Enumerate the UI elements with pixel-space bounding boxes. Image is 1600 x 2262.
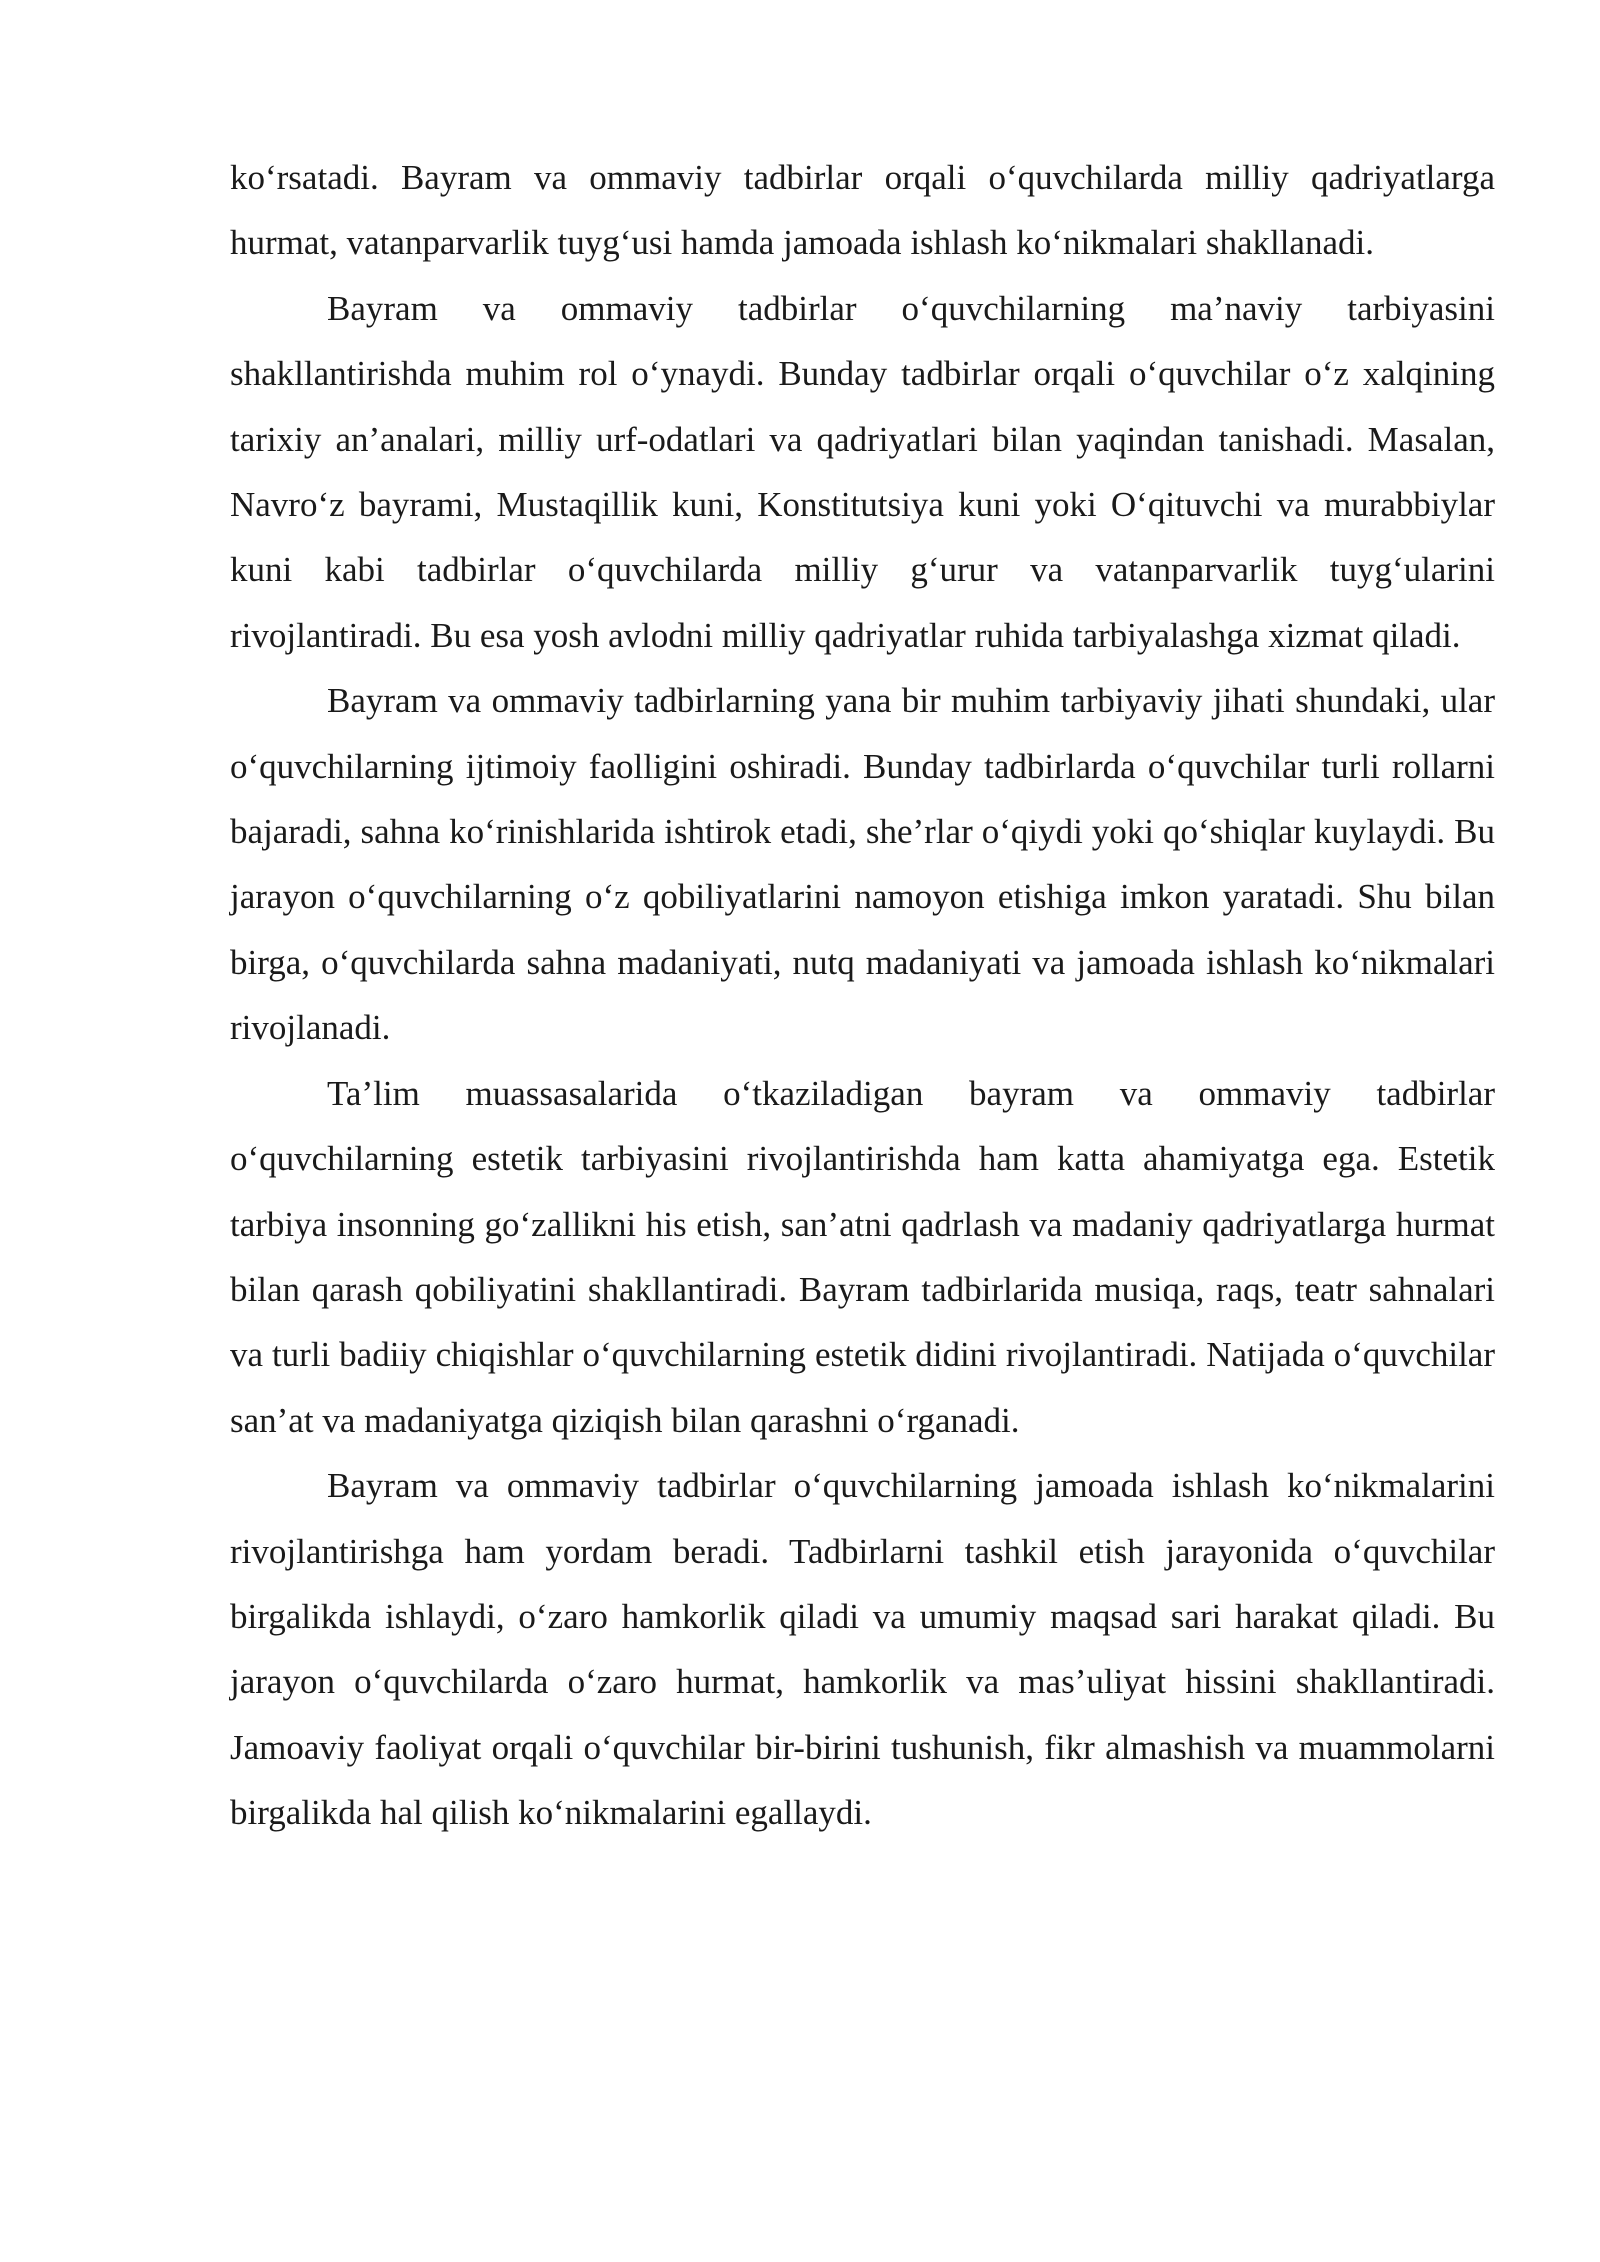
paragraph-teamwork: Bayram va ommaviy tadbirlar o‘quvchilarning jamoada ishlash ko‘nikmalarini rivojlantirishga ham yordam beradi. Tadbirlarni tashkil etish jarayonida o‘quvchilar birgalikda ishlaydi, o‘zaro hamkorlik qiladi va umumiy maqsad sari harakat qiladi. Bu jarayon o‘quvchilarda o‘zaro hurmat, hamkorlik va mas’uliyat hissini shakllantiradi. Jamoaviy faoliyat orqali o‘quvchilar bir-birini tushunish, fikr almashish va muammolarni birgalikda hal qilish ko‘nikmalarini egallaydi. — [230, 1466, 1495, 1833]
paragraph-spiritual-education: Bayram va ommaviy tadbirlar o‘quvchilarning ma’naviy tarbiyasini shakllantirishda muhim rol o‘ynaydi. Bunday tadbirlar orqali o‘quvchilar o‘z xalqining tarixiy an’analari, milliy urf-odatlari va qadriyatlari bilan yaqindan tanishadi. Masalan, Navro‘z bayrami, Mustaqillik kuni, Konstitutsiya kuni yoki O‘qituvchi va murabbiylar kuni kabi tadbirlar o‘quvchilarda milliy g‘urur va vatanparvarlik tuyg‘ularini rivojlantiradi. Bu esa yosh avlodni milliy qadriyatlar ruhida tarbiyalashga xizmat qiladi. — [230, 288, 1495, 655]
paragraph-social-activity: Bayram va ommaviy tadbirlarning yana bir muhim tarbiyaviy jihati shundaki, ular o‘quvchilarning ijtimoiy faolligini oshiradi. Bunday tadbirlarda o‘quvchilar turli rollarni bajaradi, sahna ko‘rinishlarida ishtirok etadi, she’rlar o‘qiydi yoki qo‘shiqlar kuylaydi. Bu jarayon o‘quvchilarning o‘z qobiliyatlarini namoyon etishiga imkon yaratadi. Shu bilan birga, o‘quvchilarda sahna madaniyati, nutq madaniyati va jamoada ishlash ko‘nikmalari rivojlanadi. — [230, 681, 1495, 1048]
paragraph-continued: ko‘rsatadi. Bayram va ommaviy tadbirlar orqali o‘quvchilarda milliy qadriyatlarga hurmat, vatanparvarlik tuyg‘usi hamda jamoada ishlash ko‘nikmalari shakllanadi. — [230, 158, 1495, 263]
paragraph-aesthetic-education: Ta’lim muassasalarida o‘tkaziladigan bayram va ommaviy tadbirlar o‘quvchilarning estetik tarbiyasini rivojlantirishda ham katta ahamiyatga ega. Estetik tarbiya insonning go‘zallikni his etish, san’atni qadrlash va madaniy qadriyatlarga hurmat bilan qarash qobiliyatini shakllantiradi. Bayram tadbirlarida musiqa, raqs, teatr sahnalari va turli badiiy chiqishlar o‘quvchilarning estetik didini rivojlantiradi. Natijada o‘quvchilar san’at va madaniyatga qiziqish bilan qarashni o‘rganadi. — [230, 1073, 1495, 1440]
body-text — [230, 145, 1495, 1846]
